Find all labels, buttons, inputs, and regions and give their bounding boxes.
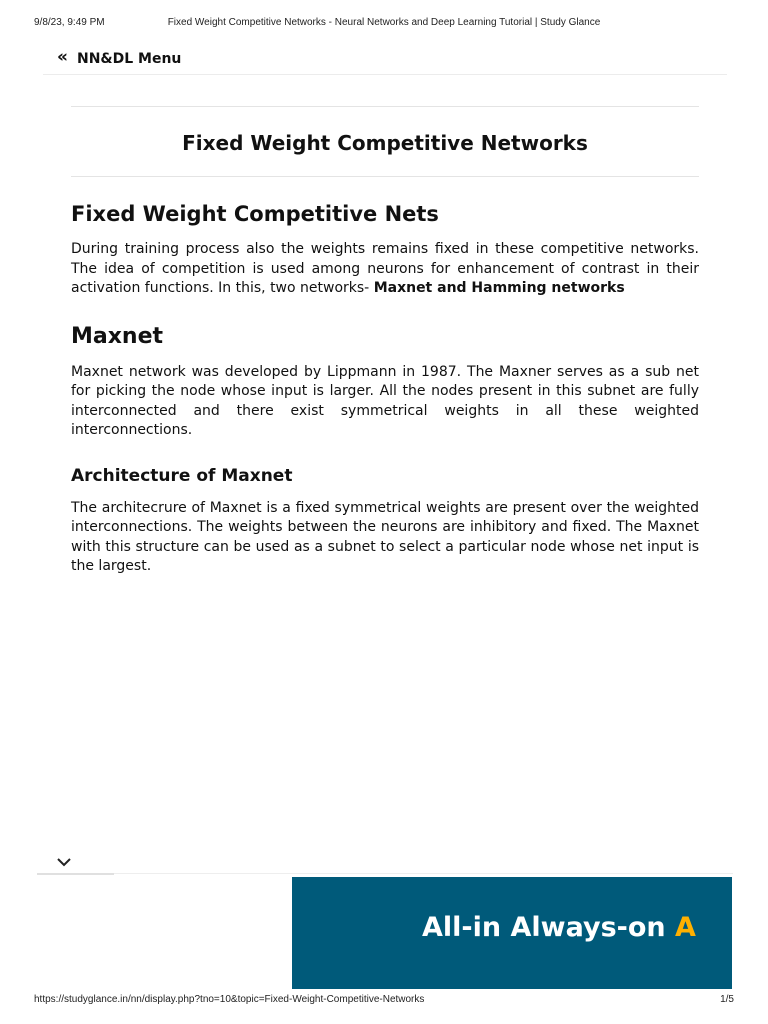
menu-label: NN&DL Menu [76, 51, 182, 67]
ad-text: All-in Always-on [422, 912, 676, 943]
section-paragraph-architecture: The architecrure of Maxnet is a fixed symmetrical weights are present over the weighted interconnections. The weights between the neurons are inhibitory and fixed. The Maxnet with this structure can be used as a subnet to select a particular node whose net input is the largest. [71, 499, 699, 574]
double-chevron-left-icon: « [57, 47, 68, 67]
ad-divider [37, 873, 733, 874]
nn-dl-menu-toggle[interactable] [43, 44, 727, 75]
ad-headline [422, 912, 696, 943]
page-number: 1/5 [720, 994, 734, 1005]
chevron-down-icon[interactable] [55, 855, 73, 869]
section-heading-maxnet: Maxnet [71, 323, 164, 349]
print-date: 9/8/23, 9:49 PM [34, 17, 105, 28]
ad-divider-accent [37, 873, 114, 875]
page-title: Fixed Weight Competitive Networks [182, 131, 588, 155]
section-paragraph-competitive-nets [71, 240, 699, 299]
advertisement-banner[interactable] [292, 877, 732, 989]
article-content [71, 200, 699, 577]
title-top-divider [71, 106, 699, 107]
ad-accent-text: A [675, 912, 696, 943]
print-document-title: Fixed Weight Competitive Networks - Neural Networks and Deep Learning Tutorial | Study Glance [167, 17, 601, 28]
section-heading-competitive-nets: Fixed Weight Competitive Nets [71, 202, 439, 226]
print-footer [34, 994, 734, 1008]
paragraph-bold-text: Maxnet and Hamming networks [373, 280, 625, 296]
print-url: https://studyglance.in/nn/display.php?tno=10&topic=Fixed-Weight-Competitive-Networks [34, 994, 425, 1005]
section-paragraph-maxnet: Maxnet network was developed by Lippmann in 1987. The Maxner serves as a sub net for picking the node whose input is larger. All the nodes present in this subnet are fully interconnected and there exist symmetrical weights in all these weighted interconnections. [71, 363, 699, 438]
title-bottom-divider [71, 176, 699, 177]
print-header [34, 17, 734, 31]
section-heading-architecture: Architecture of Maxnet [71, 465, 293, 486]
paragraph-text: During training process also the weights remains fixed in these competitive networks. The idea of competition is used among neurons for enhancement of contrast in their activation functions. In this, two networks- [71, 241, 699, 296]
